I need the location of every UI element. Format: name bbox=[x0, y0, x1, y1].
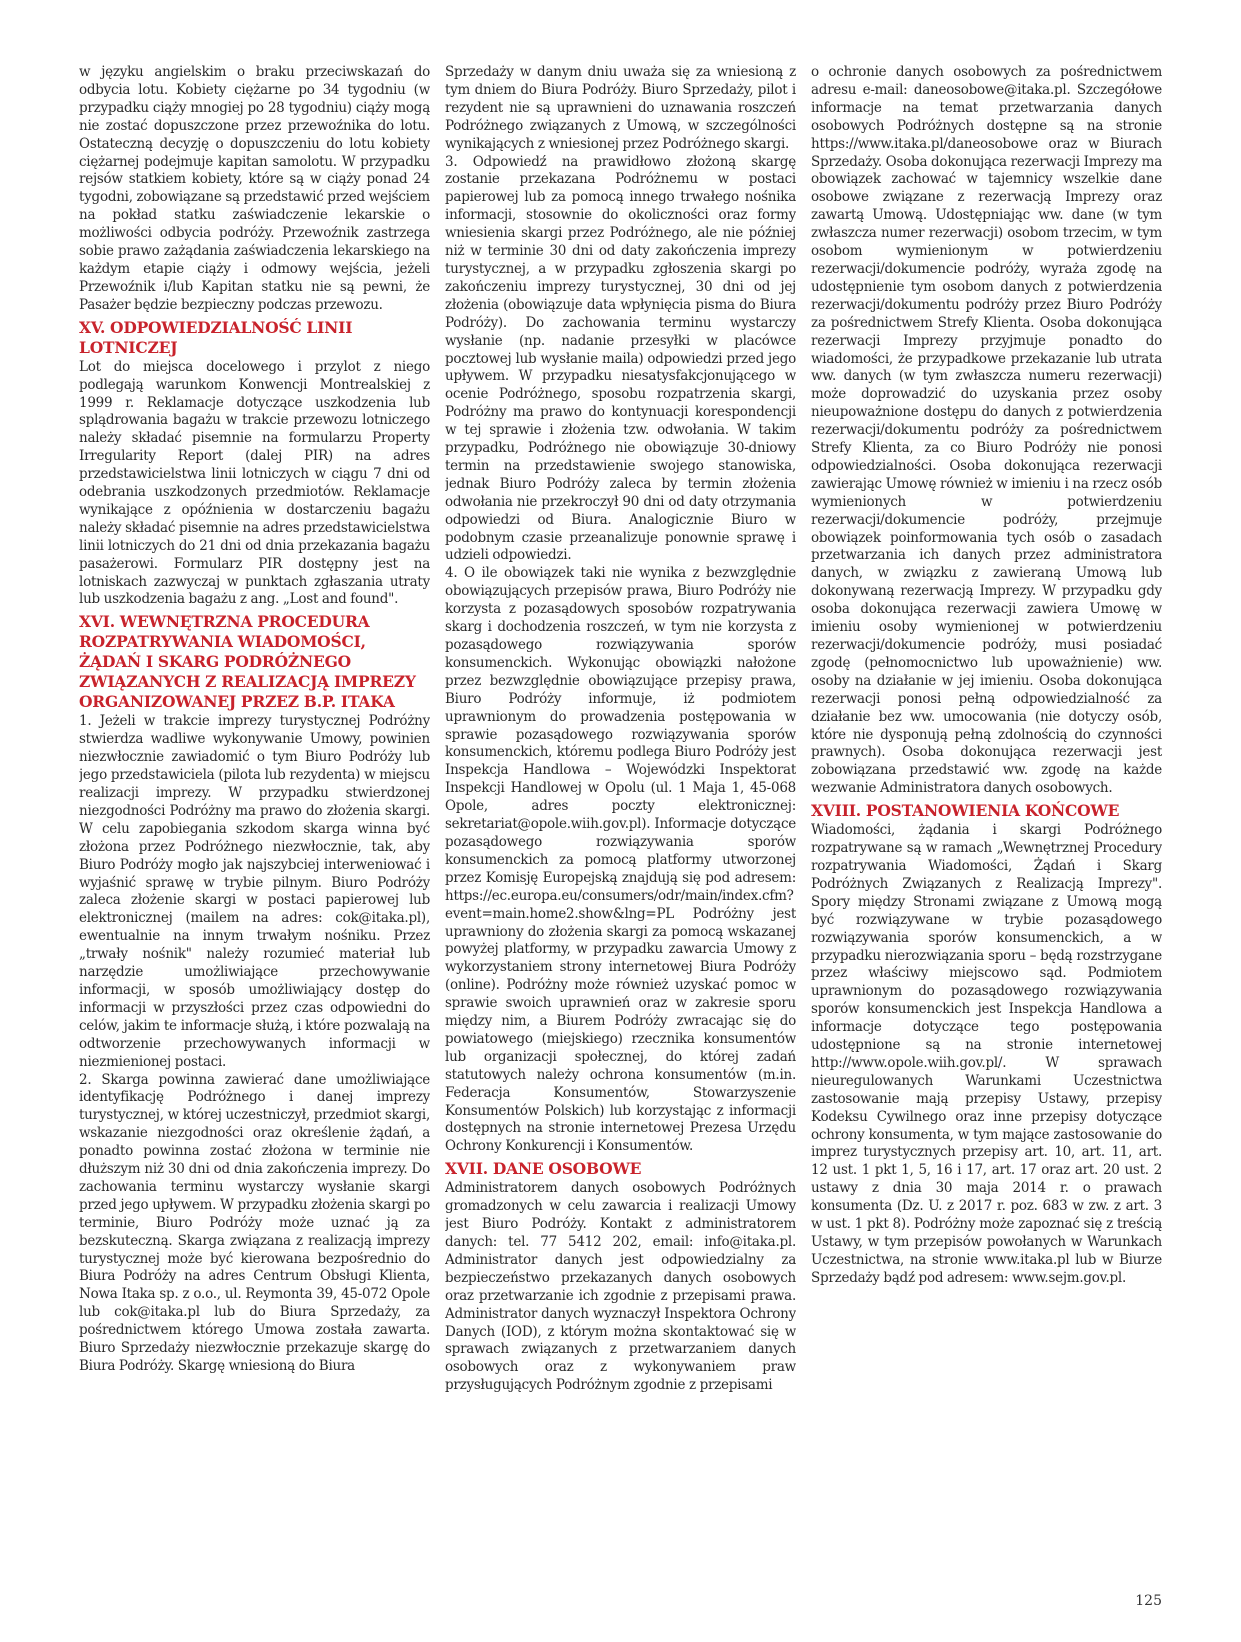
paragraph-intro: w języku angielskim o braku przeciwskazań do odbycia lotu. Kobiety ciężarne po 34 tygodniu (w przypadku ciąży mnogiej po 28 tygodniu) ciąży mogą nie zostać dopuszczone przez przewoźnika do lotu. Ostateczną decyzję o dopuszczeniu do lotu kobiety ciężarnej podejmuje kapitan samolotu. W przypadku rejsów statkiem kobiety, które są w ciąży ponad 24 tygodni, zobowiązane są przedstawić przed wejściem na pokład statku zaświadczenie lekarskie o możliwości odbycia podróży. Przewoźnik zastrzega sobie prawo zażądania zaświadczenia lekarskiego na każdym etapie ciąży i odmowy wejścia, jeżeli Przewoźnik i/lub Kapitan statku nie są pewni, że Pasażer będzie bezpieczny podczas przewozu. bbox=[79, 64, 430, 313]
paragraph-xvi-1: 1. Jeżeli w trakcie imprezy turystycznej Podróżny stwierdza wadliwe wykonywanie Umowy, powinien niezwłocznie zawiadomić o tym Biuro Podróży lub jego przedstawiciela (pilota lub rezydenta) w miejscu realizacji imprezy. W przypadku stwierdzonej niezgodności Podróżny ma prawo do złożenia skargi. W celu zapobiegania szkodom skarga winna być złożona przez Podróżnego niezwłocznie, tak, aby Biuro Podróży mogło jak najszybciej interweniować i wyjaśnić sprawę w trybie pilnym. Biuro Podróży zaleca złożenie skargi w postaci papierowej lub elektronicznej (mailem na adres: cok@itaka.pl), ewentualnie na innym trwałym nośniku. Przez „trwały nośnik" należy rozumieć materiał lub narzędzie umożliwiające przechowywanie informacji, w sposób umożliwiający dostęp do informacji w przyszłości przez czas odpowiedni do celów, jakim te informacje służą, i które pozwalają na odtworzenie przechowywanych informacji w niezmienionej postaci. bbox=[79, 713, 430, 1070]
text-column-1 bbox=[79, 64, 430, 1594]
paragraph-xv: Lot do miejsca docelowego i przylot z niego podlegają warunkom Konwencji Montrealskiej z 1999 r. Reklamacje dotyczące uszkodzenia lub splądrowania bagażu w trakcie przewozu lotniczego należy składać pisemnie na formularzu Property Irregularity Report (dalej PIR) na adres przedstawicielstwa linii lotniczych w ciągu 7 dni od odebrania uszkodzonych przedmiotów. Reklamacje wynikające z opóźnienia w dostarczeniu bagażu należy składać pisemnie na adres przedstawicielstwa linii lotniczych do 21 dni od dnia przekazania bagażu pasażerowi. Formularz PIR dostępny jest na lotniskach zazwyczaj w punktach zgłaszania utraty lub uszkodzenia bagażu z ang. „Lost and found". bbox=[79, 358, 430, 608]
text-column-2 bbox=[445, 64, 796, 1594]
section-heading-xv: XV. ODPOWIEDZIALNOŚĆ LINII LOTNICZEJ bbox=[79, 317, 353, 357]
paragraph-xvi-3: 3. Odpowiedź na prawidłowo złożoną skargę zostanie przekazana Podróżnemu w postaci papierowej lub za pomocą innego trwałego nośnika informacji, stosownie do okoliczności oraz formy wniesienia skargi przez Podróżnego, ale nie później niż w terminie 30 dni od daty zakończenia imprezy turystycznej, a w przypadku zgłoszenia skargi po zakończeniu imprezy turystycznej, 30 dni od jej złożenia (obowiązuje data wpłynięcia pisma do Biura Podróży). Do zachowania terminu wystarczy wysłanie (np. nadanie przesyłki w placówce pocztowej lub wysłanie maila) odpowiedzi przed jego upływem. W przypadku niesatysfakcjonującego w ocenie Podróżnego, sposobu rozpatrzenia skargi, Podróżny ma prawo do kontynuacji korespondencji w tej sprawie i złożenia tzw. odwołania. W takim przypadku, Podróżnego nie obowiązuje 30-dniowy termin na przedstawienie swojego stanowiska, jednak Biuro Podróży zaleca by termin złożenia odwołania nie przekroczył 90 dni od daty otrzymania odpowiedzi od Biura. Analogicznie Biuro w podobnym czasie przeanalizuje ponownie sprawę i udzieli odpowiedzi. bbox=[445, 153, 796, 564]
page-number: 125 bbox=[1135, 1593, 1162, 1609]
paragraph-xviii: Wiadomości, żądania i skargi Podróżnego rozpatrywane są w ramach „Wewnętrznej Procedury rozpatrywania Wiadomości, Żądań i Skarg Podróżnych Związanych z Realizacją Imprezy". Spory między Stronami związane z Umową mogą być rozwiązywane w trybie pozasądowego rozwiązywania sporów konsumenckich, a w przypadku nierozwiązania sporu – będą rozstrzygane przez właściwy miejscowo sąd. Podmiotem uprawnionym do pozasądowego rozwiązywania sporów konsumenckich jest Inspekcja Handlowa a informacje dotyczące tego postępowania udostępnione są na stronie internetowej http://www.opole.wiih.gov.pl/. W sprawach nieuregulowanych Warunkami Uczestnictwa zastosowanie mają przepisy Ustawy, przepisy Kodeksu Cywilnego oraz inne przepisy dotyczące ochrony konsumenta, w tym mające zastosowanie do imprez turystycznych przepisy art. 10, art. 11, art. 12 ust. 1 pkt 1, 5, 16 i 17, art. 17 oraz art. 20 ust. 2 ustawy z dnia 30 maja 2014 r. o prawach konsumenta (Dz. U. z 2017 r. poz. 683 w zw. z art. 3 w ust. 1 pkt 8). Podróżny może zapoznać się z treścią Ustawy, w tym przepisów powołanych w Warunkach Uczestnictwa, na stronie www.itaka.pl lub w Biurze Sprzedaży bądź pod adresem: www.sejm.gov.pl. bbox=[811, 822, 1162, 1286]
paragraph-xvi-4: 4. O ile obowiązek taki nie wynika z bezwzględnie obowiązujących przepisów prawa, Biuro Podróży nie korzysta z pozasądowych sposobów rozpatrywania skarg i dochodzenia roszczeń, w tym nie korzysta z pozasądowego rozwiązywania sporów konsumenckich. Wykonując obowiązki nałożone przez bezwzględnie obowiązujące przepisy prawa, Biuro Podróży informuje, iż podmiotem uprawnionym do prowadzenia postępowania w sprawie pozasądowego rozwiązywania sporów konsumenckich, któremu podlega Biuro Podróży jest Inspekcja Handlowa – Wojewódzki Inspektorat Inspekcji Handlowej w Opolu (ul. 1 Maja 1, 45-068 Opole, adres poczty elektronicznej: sekretariat@opole.wiih.gov.pl). Informacje dotyczące pozasądowego rozwiązywania sporów konsumenckich za pomocą platformy utworzonej przez Komisję Europejską znajdują się pod adresem: https://ec.europa.eu/consumers/odr/main/index.cfm?event=main.home2.show&lng=PL Podróżny jest uprawniony do złożenia skargi za pomocą wskazanej powyżej platformy, w przypadku zawarcia Umowy z wykorzystaniem strony internetowej Biura Podróży (online). Podróżny może również uzyskać pomoc w sprawie swoich uprawnień oraz w zakresie sporu między nim, a Biurem Podróży zwracając się do powiatowego (miejskiego) rzecznika konsumentów lub organizacji społecznej, do której zadań statutowych należy ochrona konsumentów (m.in. Federacja Konsumentów, Stowarzyszenie Konsumentów Polskich) lub korzystając z informacji dostępnych na stronie internetowej Prezesa Urzędu Ochrony Konkurencji i Konsumentów. bbox=[445, 565, 796, 1155]
section-heading-xvi: XVI. WEWNĘTRZNA PROCEDURA ROZPATRYWANIA WIADOMOŚCI, ŻĄDAŃ I SKARG PODRÓŻNEGO ZWIĄZANYCH Z REALIZACJĄ IMPREZY ORGANIZOWANEJ PRZEZ B.P. ITAKA bbox=[79, 612, 416, 712]
section-heading-xvii: XVII. DANE OSOBOWE bbox=[445, 1159, 642, 1179]
text-column-3 bbox=[811, 64, 1162, 1594]
paragraph-xvi-2: 2. Skarga powinna zawierać dane umożliwiające identyfikację Podróżnego i danej imprezy turystycznej, w której uczestniczył, przedmiot skargi, wskazanie niezgodności oraz określenie żądań, a ponadto powinna zostać złożona w terminie nie dłuższym niż 30 dni od dnia zakończenia imprezy. Do zachowania terminu wystarczy wysłanie skargi przed jego upływem. W przypadku złożenia skargi po terminie, Biuro Podróży może uznać ją za bezskuteczną. Skarga związana z realizacją imprezy turystycznej może być kierowana bezpośrednio do Biura Podróży na adres Centrum Obsługi Klienta, Nowa Itaka sp. z o.o., ul. Reymonta 39, 45-072 Opole lub cok@itaka.pl lub do Biura Sprzedaży, za pośrednictwem którego Umowa została zawarta. Biuro Sprzedaży niezwłocznie przekazuje skargę do Biura Podróży. Skargę wniesioną do Biura bbox=[79, 1071, 430, 1374]
section-heading-xviii: XVIII. POSTANOWIENIA KOŃCOWE bbox=[811, 801, 1120, 821]
paragraph-xvii: Administratorem danych osobowych Podróżnych gromadzonych w celu zawarcia i realizacji Umowy jest Biuro Podróży. Kontakt z administratorem danych: tel. 77 5412 202, email: info@itaka.pl. Administrator danych jest odpowiedzialny za bezpieczeństwo przekazanych danych osobowych oraz przetwarzanie ich zgodnie z przepisami prawa. Administrator danych wyznaczył Inspektora Ochrony Danych (IOD), z którym można skontaktować się w sprawach związanych z przetwarzaniem danych osobowych oraz z wykonywaniem praw przysługujących Podróżnym zgodnie z przepisami bbox=[445, 1180, 796, 1394]
paragraph-xvi-continued: Sprzedaży w danym dniu uważa się za wniesioną z tym dniem do Biura Podróży. Biuro Sprzedaży, pilot i rezydent nie są uprawnieni do uznawania roszczeń Podróżnego związanych z Umową, w szczególności wynikających z wniesionej przez Podróżnego skargi. bbox=[445, 64, 796, 152]
paragraph-xvii-continued: o ochronie danych osobowych za pośrednictwem adresu e-mail: daneosobowe@itaka.pl. Szczegółowe informacje na temat przetwarzania danych osobowych Podróżnych dostępne są na stronie https://www.itaka.pl/daneosobowe oraz w Biurach Sprzedaży. Osoba dokonująca rezerwacji Imprezy ma obowiązek zachować w tajemnicy wszelkie dane osobowe związane z rezerwacją Imprezy oraz zawartą Umową. Udostępniając ww. dane (w tym zwłaszcza numer rezerwacji) osobom trzecim, w tym osobom wymienionym w potwierdzeniu rezerwacji/dokumencie podróży, wyraża zgodę na udostępnienie tym osobom danych z potwierdzenia rezerwacji/dokumentu podróży przez Biuro Podróży za pośrednictwem Strefy Klienta. Osoba dokonująca rezerwacji Imprezy przyjmuje ponadto do wiadomości, że przypadkowe przekazanie lub utrata ww. danych (w tym zwłaszcza numeru rezerwacji) może doprowadzić do uzyskania przez osoby nieupoważnione dostępu do danych z potwierdzenia rezerwacji/dokumentu podróży za pośrednictwem Strefy Klienta, za co Biuro Podróży nie ponosi odpowiedzialności. Osoba dokonująca rezerwacji zawierając Umowę również w imieniu i na rzecz osób wymienionych w potwierdzeniu rezerwacji/dokumencie podróży, przejmuje obowiązek poinformowania tych osób o zasadach przetwarzania ich danych przez administratora danych, w związku z zawieraną Umową lub dokonywaną rezerwacją Imprezy. W przypadku gdy osoba dokonująca rezerwacji zawiera Umowę w imieniu osoby wymienionej w potwierdzeniu rezerwacji/dokumencie podróży, musi posiadać zgodę (pełnomocnictwo lub upoważnienie) ww. osoby na działanie w jej imieniu. Osoba dokonująca rezerwacji ponosi pełną odpowiedzialność za działanie bez ww. umocowania (nie dotyczy osób, które nie dysponują pełną zdolnością do czynności prawnych). Osoba dokonująca rezerwacji jest zobowiązana przedstawić ww. zgodę na każde wezwanie Administratora danych osobowych. bbox=[811, 64, 1162, 797]
